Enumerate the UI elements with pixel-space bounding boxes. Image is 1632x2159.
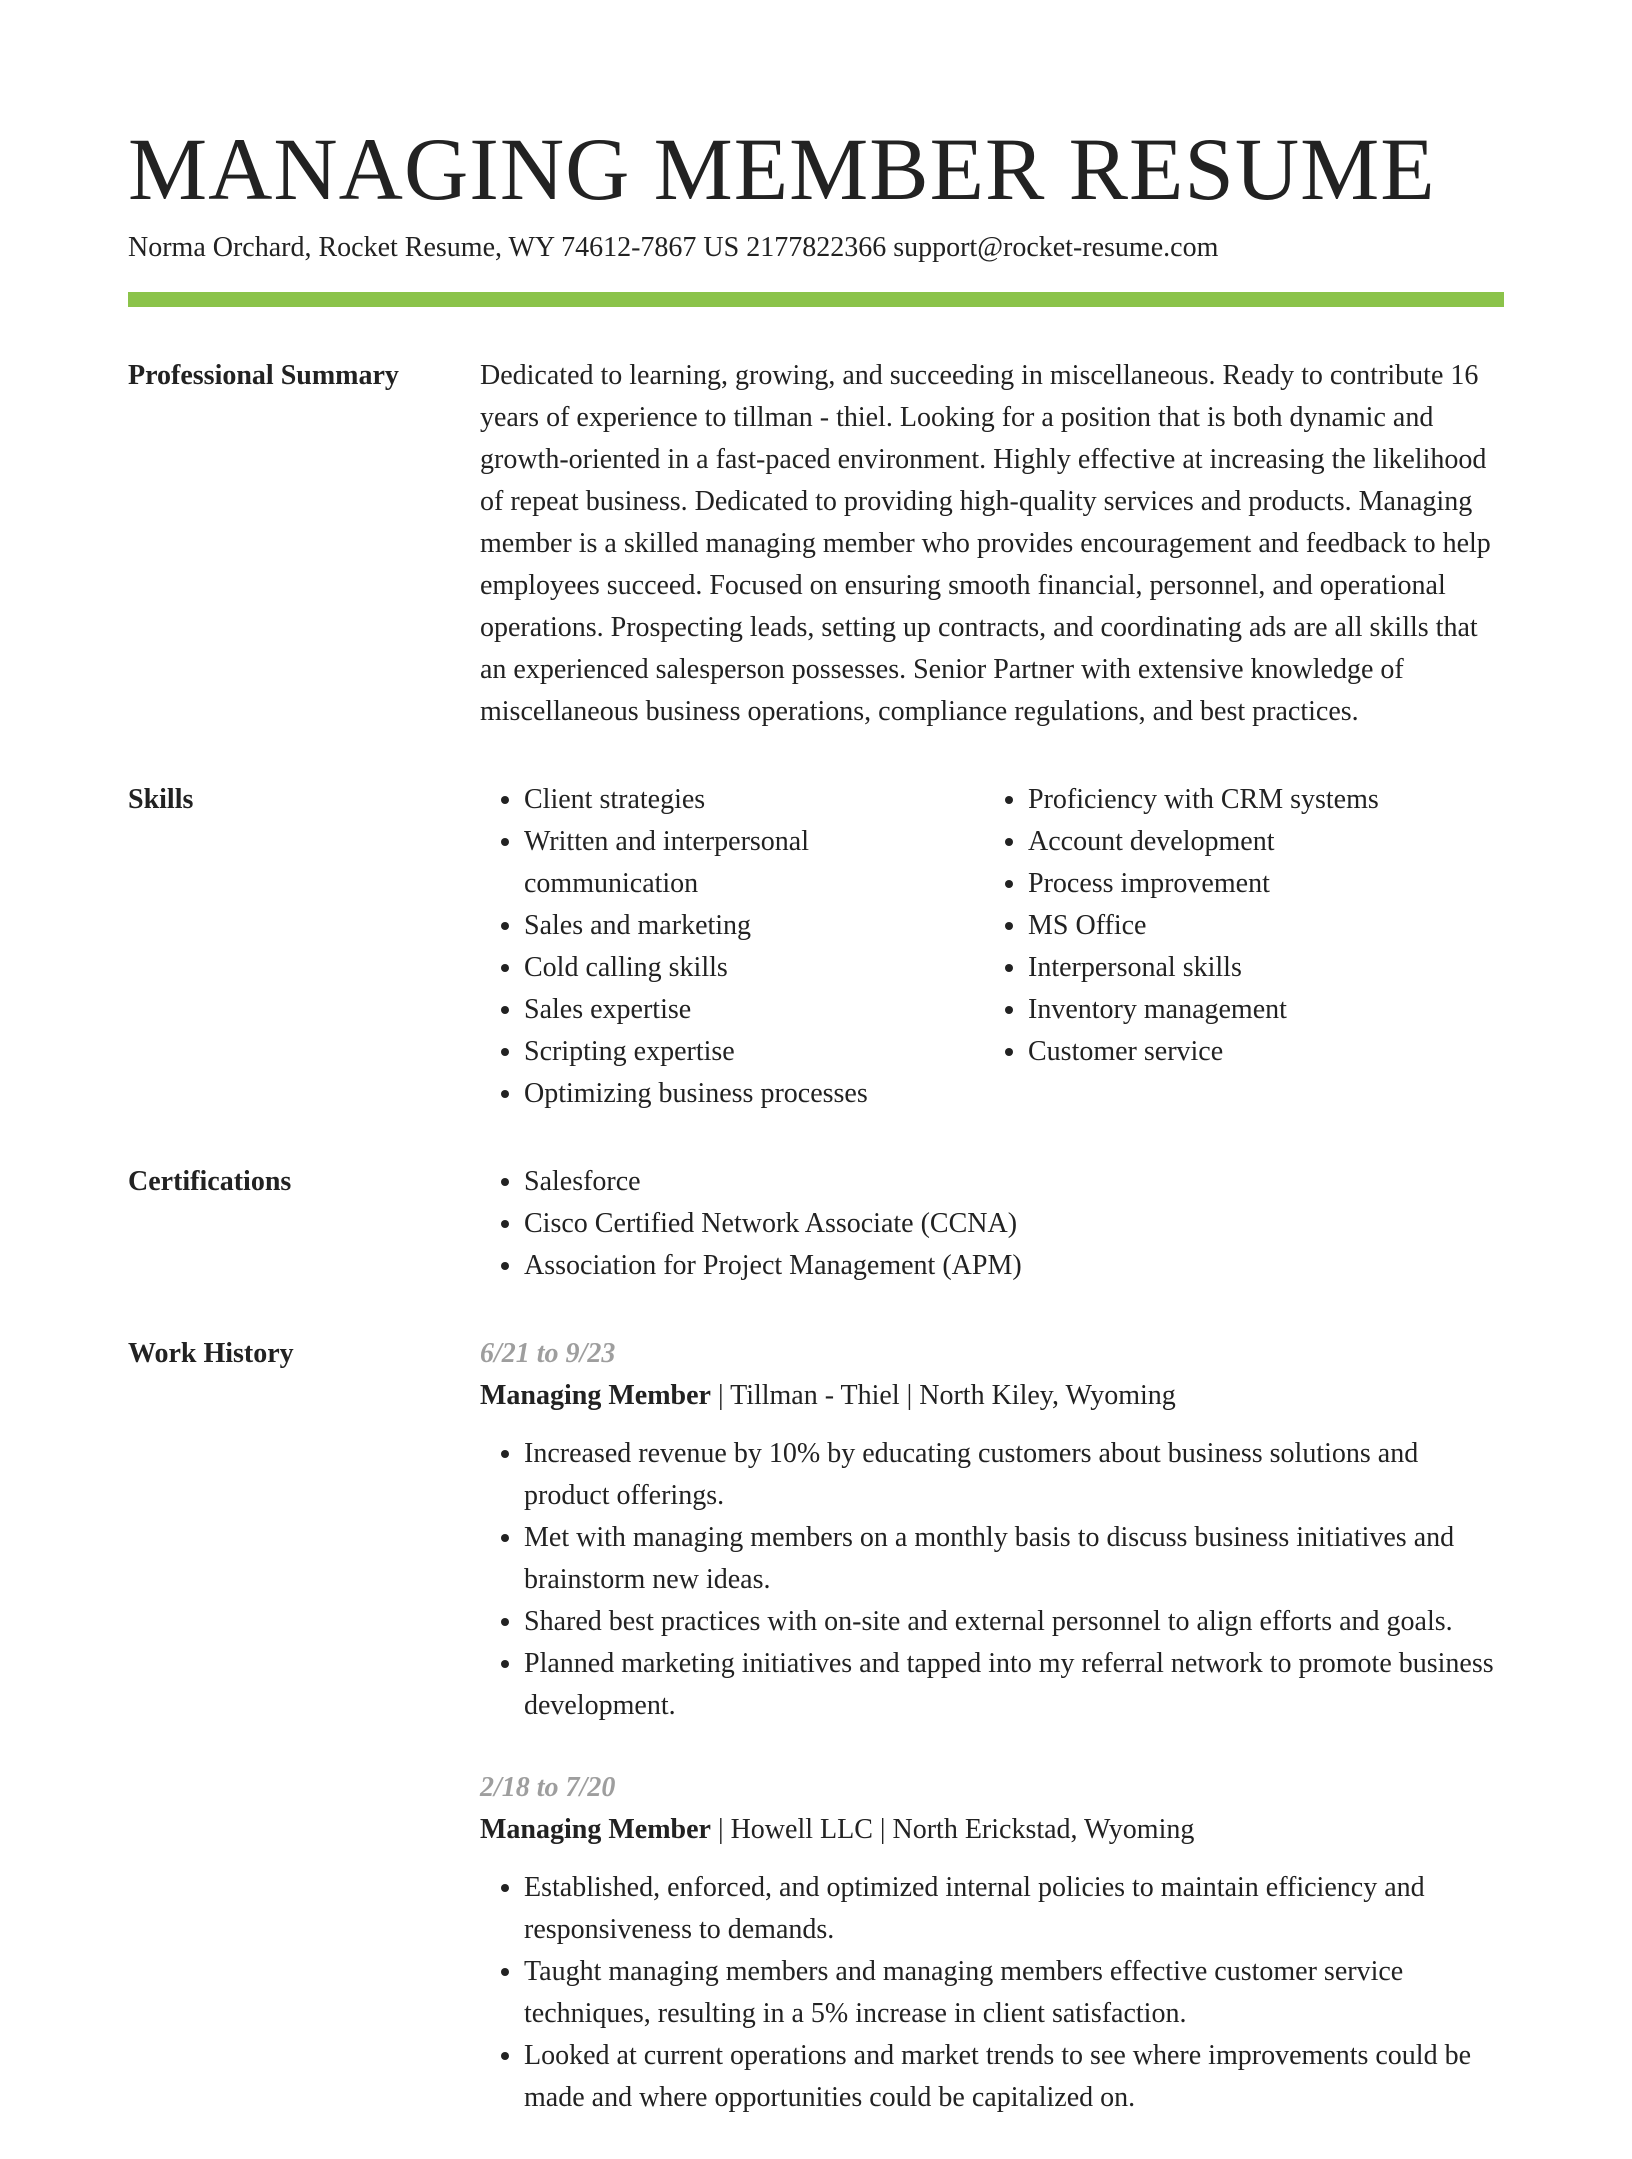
work-history-section [128,1333,1504,2159]
job-bullet: • Increased revenue by 10% by educating customers about business solutions and product offerings. [524,1433,1504,1517]
skill-item: • Cold calling skills [524,947,984,989]
certification-item: • Cisco Certified Network Associate (CCNA) [524,1203,1504,1245]
job-employer-location: | Howell LLC | North Erickstad, Wyoming [710,1814,1195,1845]
job-bullet: • Looked at current operations and market trends to see where improvements could be made and where opportunities could be capitalized on. [524,2035,1504,2119]
job-dates: 6/21 to 9/23 [480,1338,616,1369]
job-bullet: • Taught managing members and managing members effective customer service techniques, resulting in a 5% increase in client satisfaction. [524,1951,1504,2035]
section-label-certifications: Certifications [128,1166,292,1197]
skill-item: • Account development [1028,821,1504,863]
job-dates: 2/18 to 7/20 [480,1772,616,1803]
job-bullet: • Planned marketing initiatives and tapped into my referral network to promote business development. [524,1643,1504,1727]
section-label-summary: Professional Summary [128,360,399,391]
skill-item: • Inventory management [1028,989,1504,1031]
summary-body [480,355,1504,733]
certifications-section [128,1161,1504,1287]
skills-columns [480,779,1504,1115]
summary-section [128,355,1504,733]
job-bullet: • Shared best practices with on-site and external personnel to align efforts and goals. [524,1601,1504,1643]
work-history-body [480,1333,1504,2159]
job-bullets [480,1433,1504,1727]
contact-line: Norma Orchard, Rocket Resume, WY 74612-7867 US 2177822366 support@rocket-resume.com [128,232,1219,263]
skills-column-right [984,779,1504,1115]
job-bullets [480,1867,1504,2119]
summary-text: Dedicated to learning, growing, and succeeding in miscellaneous. Ready to contribute 16 years of experience to tillman - thiel. Looking for a position that is both dynamic and growth-oriented in a fast-paced environment. Highly effective at increasing the likelihood of repeat business. Dedicated to providing high-quality services and products. Managing member is a skilled managing member who provides encouragement and feedback to help employees succeed. Focused on ensuring smooth financial, personnel, and operational operations. Prospecting leads, setting up contracts, and coordinating ads are all skills that an experienced salesperson possesses. Senior Partner with extensive knowledge of miscellaneous business operations, compliance regulations, and best practices. [480,360,1491,727]
skill-item: • Process improvement [1028,863,1504,905]
accent-divider [128,292,1504,307]
job-title: Managing Member [480,1814,711,1845]
skill-item: • Optimizing business processes [524,1073,984,1115]
skill-item: • Written and interpersonal communication [524,821,984,905]
skills-body [480,779,1504,1115]
job-title: Managing Member [480,1380,711,1411]
job-employer-location: | Tillman - Thiel | North Kiley, Wyoming [710,1380,1176,1411]
skill-item: • Interpersonal skills [1028,947,1504,989]
certification-item: • Salesforce [524,1161,1504,1203]
job-heading [480,1809,1504,1851]
skill-item: • Customer service [1028,1031,1504,1073]
skill-item: • Sales and marketing [524,905,984,947]
job-entry [480,1333,1504,1727]
section-label-work-history: Work History [128,1338,294,1369]
skills-list-right [984,779,1504,1073]
certifications-list [480,1161,1504,1287]
skills-section [128,779,1504,1115]
skill-item: • Sales expertise [524,989,984,1031]
skill-item: • Scripting expertise [524,1031,984,1073]
page-title: MANAGING MEMBER RESUME [128,121,1436,219]
job-entry [480,1767,1504,2119]
skill-item: • Proficiency with CRM systems [1028,779,1504,821]
skill-item: • Client strategies [524,779,984,821]
skills-column-left [480,779,984,1115]
job-heading [480,1375,1504,1417]
skills-list-left [480,779,984,1115]
job-bullet: • Established, enforced, and optimized internal policies to maintain efficiency and responsiveness to demands. [524,1867,1504,1951]
job-bullet: • Met with managing members on a monthly basis to discuss business initiatives and brainstorm new ideas. [524,1517,1504,1601]
skill-item: • MS Office [1028,905,1504,947]
certifications-body [480,1161,1504,1287]
certification-item: • Association for Project Management (APM) [524,1245,1504,1287]
section-label-skills: Skills [128,784,194,815]
